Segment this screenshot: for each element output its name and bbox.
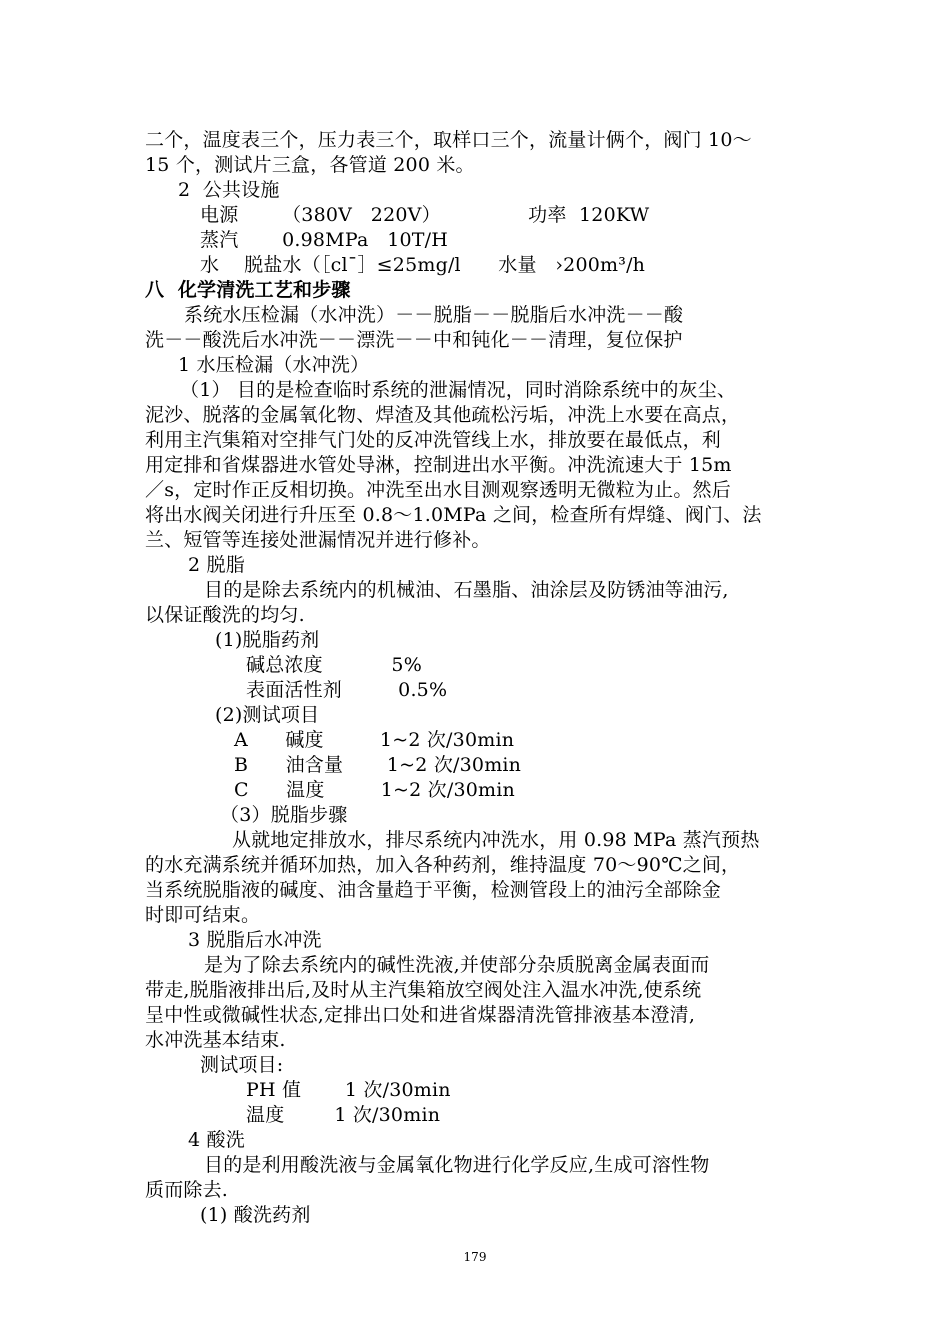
text-line: 呈中性或微碱性状态,定排出口处和进省煤器清洗管排液基本澄清, bbox=[145, 1004, 696, 1026]
text-line: 的水充满系统并循环加热，加入各种药剂，维持温度 70～90℃之间， bbox=[145, 854, 741, 876]
text-line: 碱总浓度 5% bbox=[246, 654, 422, 676]
text-line: (1)脱脂药剂 bbox=[215, 629, 320, 651]
text-line: 温度 1 次/30min bbox=[246, 1104, 441, 1126]
text-line: 二个，温度表三个，压力表三个，取样口三个，流量计俩个，阀门 10～ bbox=[145, 129, 752, 151]
text-line: 以保证酸洗的均匀. bbox=[145, 604, 305, 626]
text-line: 表面活性剂 0.5% bbox=[246, 679, 448, 701]
subsection-heading: 2 脱脂 bbox=[188, 554, 245, 576]
text-line: 2 公共设施 bbox=[178, 179, 280, 201]
text-line: 兰、短管等连接处泄漏情况并进行修补。 bbox=[145, 529, 491, 551]
text-line: 当系统脱脂液的碱度、油含量趋于平衡，检测管段上的油污全部除金 bbox=[145, 879, 722, 901]
section-heading: 八 化学清洗工艺和步骤 bbox=[145, 279, 351, 301]
text-line: C 温度 1~2 次/30min bbox=[234, 779, 515, 801]
text-line: 用定排和省煤器进水管处导淋，控制进出水平衡。冲洗流速大于 15m bbox=[145, 454, 732, 476]
text-line: 目的是除去系统内的机械油、石墨脂、油涂层及防锈油等油污, bbox=[204, 579, 729, 601]
text-line: 电源 （380V 220V） 功率 120KW bbox=[200, 204, 650, 226]
text-line: 目的是利用酸洗液与金属氧化物进行化学反应,生成可溶性物 bbox=[204, 1154, 710, 1176]
text-line: A 碱度 1~2 次/30min bbox=[234, 729, 515, 751]
text-line: (2)测试项目 bbox=[215, 704, 320, 726]
text-line: 从就地定排放水，排尽系统内冲洗水，用 0.98 MPa 蒸汽预热 bbox=[232, 829, 760, 851]
subsection-heading: 1 水压检漏（水冲洗） bbox=[178, 354, 370, 376]
text-line: 测试项目: bbox=[200, 1054, 284, 1076]
subsection-heading: 4 酸洗 bbox=[188, 1129, 245, 1151]
text-line: 将出水阀关闭进行升压至 0.8～1.0MPa 之间，检查所有焊缝、阀门、法 bbox=[145, 504, 762, 526]
text-line: 是为了除去系统内的碱性洗液,并使部分杂质脱离金属表面而 bbox=[204, 954, 710, 976]
text-line: 泥沙、脱落的金属氧化物、焊渣及其他疏松污垢，冲洗上水要在高点， bbox=[145, 404, 741, 426]
text-line: 洗－－酸洗后水冲洗－－漂洗－－中和钝化－－清理，复位保护 bbox=[145, 329, 683, 351]
text-line: PH 值 1 次/30min bbox=[246, 1079, 451, 1101]
text-line: ／s，定时作正反相切换。冲洗至出水目测观察透明无微粒为止。然后 bbox=[145, 479, 731, 501]
text-line: B 油含量 1~2 次/30min bbox=[234, 754, 522, 776]
text-line: 水冲洗基本结束. bbox=[145, 1029, 286, 1051]
text-line: 蒸汽 0.98MPa 10T/H bbox=[200, 229, 449, 251]
text-line: (1) 酸洗药剂 bbox=[200, 1204, 311, 1226]
text-line: 15 个，测试片三盒，各管道 200 米。 bbox=[145, 154, 475, 176]
text-line: 时即可结束。 bbox=[145, 904, 261, 926]
subsection-heading: 3 脱脂后水冲洗 bbox=[188, 929, 322, 951]
text-line: 利用主汽集箱对空排气门处的反冲洗管线上水，排放要在最低点，利 bbox=[145, 429, 722, 451]
text-line: 带走,脱脂液排出后,及时从主汽集箱放空阀处注入温水冲洗,使系统 bbox=[145, 979, 702, 1001]
text-line: （1） 目的是检查临时系统的泄漏情况，同时消除系统中的灰尘、 bbox=[180, 379, 737, 401]
text-line: 水 脱盐水（［cl¯］≤25mg/l 水量 ›200m³/h bbox=[200, 254, 646, 276]
page-number: 179 bbox=[463, 1250, 487, 1264]
text-line: （3）脱脂步骤 bbox=[220, 804, 348, 826]
text-line: 系统水压检漏（水冲洗）－－脱脂－－脱脂后水冲洗－－酸 bbox=[184, 304, 684, 326]
text-line: 质而除去. bbox=[145, 1179, 229, 1201]
